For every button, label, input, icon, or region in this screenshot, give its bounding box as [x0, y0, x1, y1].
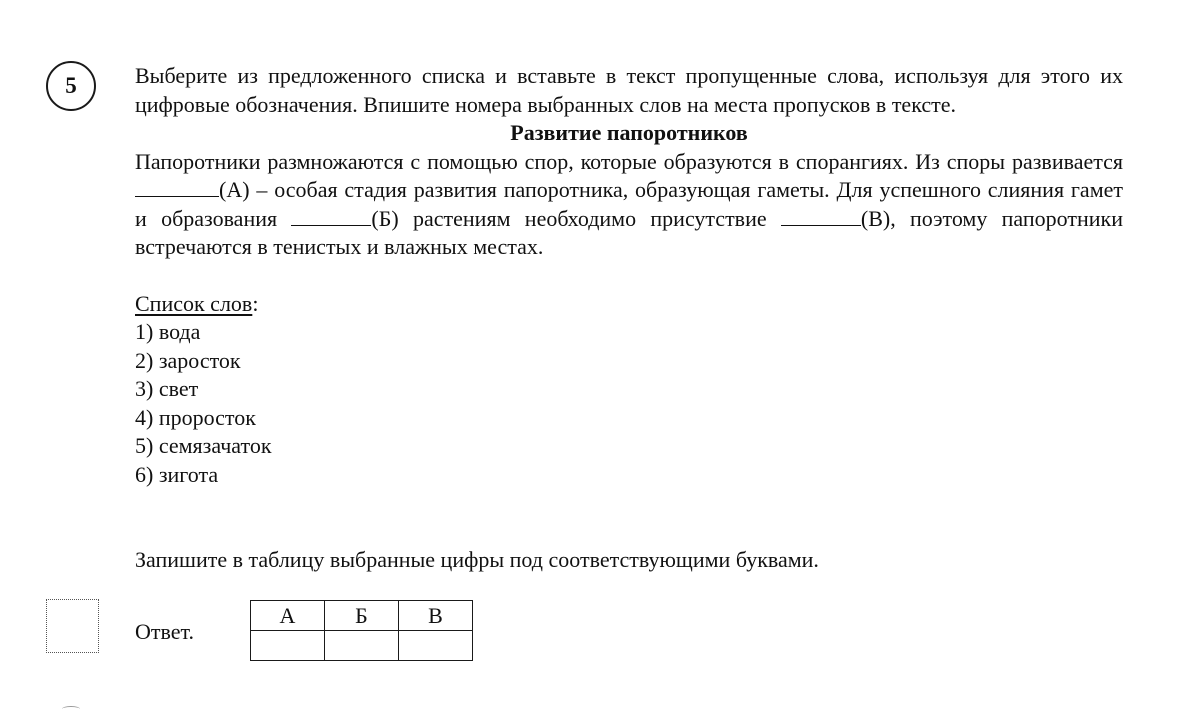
answer-header-a: А	[251, 601, 325, 631]
list-item: 1) вода	[135, 319, 201, 344]
list-item: 4) проросток	[135, 404, 256, 430]
passage-part-4: (В), поэтому папоротники встречаются в тенистых и влажных местах.	[135, 205, 1123, 259]
passage-part-2: (А) – особая стадия развития папоротника, образующая гаметы. Для успешного слияния гамет и образования	[135, 177, 1123, 231]
passage-text	[135, 148, 1123, 262]
answer-cell-b[interactable]	[325, 631, 399, 661]
answer-label: Ответ.	[135, 619, 194, 644]
answer-header-v: В	[399, 601, 473, 631]
word-list-heading: Список слов	[135, 290, 253, 316]
answer-header-row	[251, 601, 473, 631]
task-number: 5	[65, 73, 77, 98]
list-item: 2) заросток	[135, 347, 241, 373]
passage-title: Развитие папоротников	[510, 120, 748, 145]
answer-instruction: Запишите в таблицу выбранные цифры под соответствующими буквами.	[135, 547, 819, 572]
spacer	[135, 262, 1123, 290]
word-list-colon: :	[252, 290, 259, 316]
list-item: 5) семязачаток	[135, 433, 272, 458]
answer-cell-v[interactable]	[399, 631, 473, 661]
word-list-heading-line	[135, 290, 1123, 319]
task-content	[135, 62, 1123, 489]
task-intro: Выберите из предложенного списка и вставьте в текст пропущенные слова, используя для этого их цифровые обозначения. Впишите номера выбранных слов на места пропусков в тексте.	[135, 63, 1123, 117]
task-number-badge	[46, 61, 96, 111]
next-task-badge-edge	[62, 706, 80, 712]
passage-part-3: (Б) растениям необходимо присутствие	[371, 205, 781, 231]
answer-header-b: Б	[325, 601, 399, 631]
answer-input-row	[251, 631, 473, 661]
blank-v	[781, 206, 861, 226]
answer-table	[250, 600, 473, 661]
passage-part-1: Папоротники размножаются с помощью спор, которые образуются в спорангиях. Из споры развивается	[135, 148, 1123, 174]
score-box	[46, 599, 99, 653]
list-item: 6) зигота	[135, 461, 219, 487]
list-item: 3) свет	[135, 376, 199, 401]
word-list	[135, 318, 1123, 489]
answer-cell-a[interactable]	[251, 631, 325, 661]
blank-b	[291, 206, 371, 226]
blank-a	[135, 177, 219, 197]
